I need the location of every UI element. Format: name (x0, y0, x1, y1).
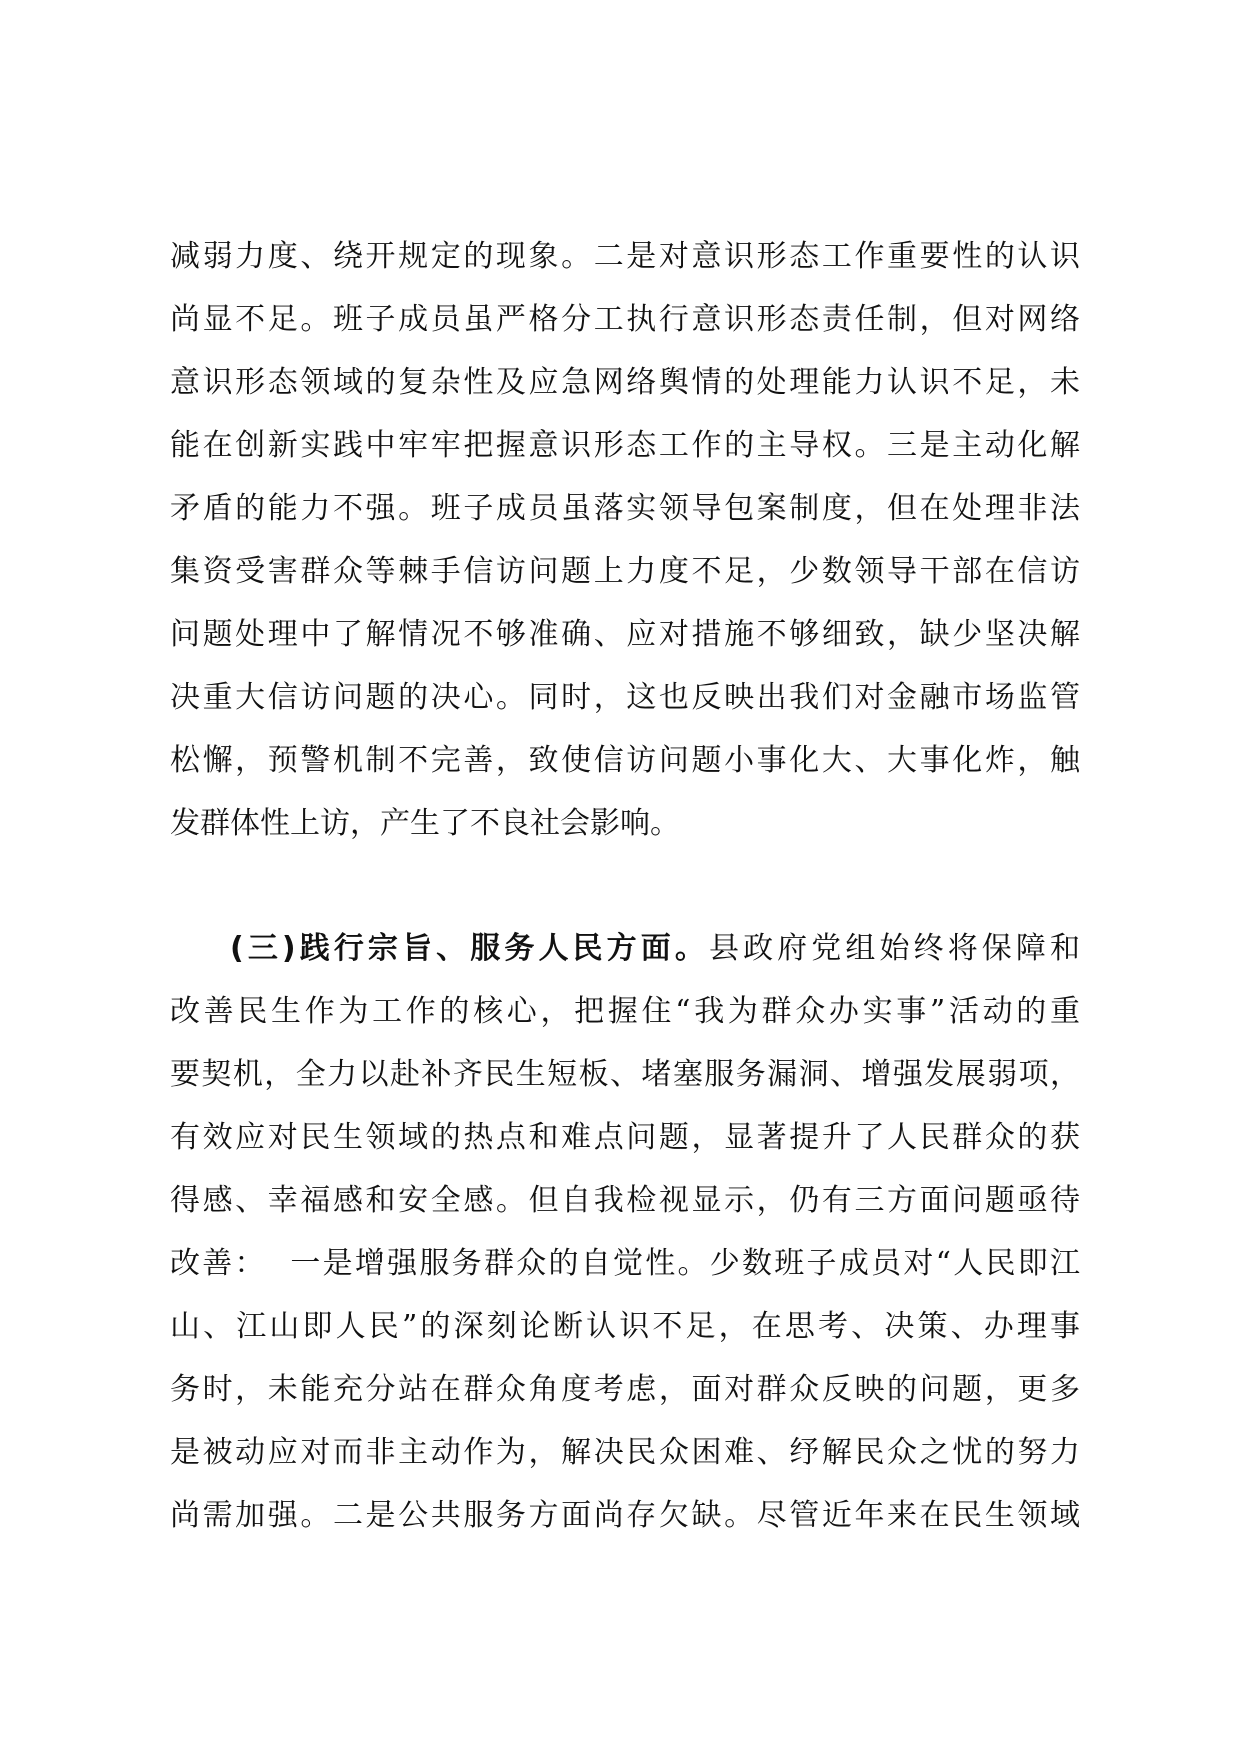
paragraph-1-line-10: 发群体性上访，产生了不良社会影响。 (170, 806, 680, 841)
paragraph-2-line-2: 改善民生作为工作的核心，把握住“我为群众办实事”活动的重 (170, 994, 1080, 1029)
paragraph-2-line-3: 要契机，全力以赴补齐民生短板、堵塞服务漏洞、增强发展弱项， (170, 1057, 1080, 1092)
paragraph-2-line-1-text: 县政府党组始终将保障和 (708, 931, 1080, 966)
paragraph-1-line-1: 减弱力度、绕开规定的现象。二是对意识形态工作重要性的认识 (170, 239, 1080, 274)
paragraph-2-line-4: 有效应对民生领域的热点和难点问题，显著提升了人民群众的获 (170, 1120, 1080, 1155)
paragraph-1-line-7: 问题处理中了解情况不够准确、应对措施不够细致，缺少坚决解 (170, 617, 1080, 652)
paragraph-2-line-6: 改善： 一是增强服务群众的自觉性。少数班子成员对“人民即江 (170, 1246, 1080, 1281)
paragraph-1-line-9: 松懈，预警机制不完善，致使信访问题小事化大、大事化炸，触 (170, 743, 1080, 778)
paragraph-1-line-3: 意识形态领域的复杂性及应急网络舆情的处理能力认识不足，未 (170, 365, 1080, 400)
paragraph-2-line-5: 得感、幸福感和安全感。但自我检视显示，仍有三方面问题亟待 (170, 1183, 1080, 1218)
paragraph-1-line-5: 矛盾的能力不强。班子成员虽落实领导包案制度，但在处理非法 (170, 491, 1080, 526)
paragraph-1-line-2: 尚显不足。班子成员虽严格分工执行意识形态责任制，但对网络 (170, 302, 1080, 337)
paragraph-2-line-1 (170, 917, 1080, 980)
paragraph-1-line-4: 能在创新实践中牢牢把握意识形态工作的主导权。三是主动化解 (170, 428, 1080, 463)
paragraph-2-line-7: 山、江山即人民”的深刻论断认识不足，在思考、决策、办理事 (170, 1309, 1080, 1344)
document-body (170, 225, 1080, 1547)
paragraph-2-line-8: 务时，未能充分站在群众角度考虑，面对群众反映的问题，更多 (170, 1372, 1080, 1407)
paragraph-spacer (170, 855, 1080, 917)
paragraph-1-line-6: 集资受害群众等棘手信访问题上力度不足，少数领导干部在信访 (170, 554, 1080, 589)
paragraph-2-line-10: 尚需加强。二是公共服务方面尚存欠缺。尽管近年来在民生领域 (170, 1498, 1080, 1533)
paragraph-2-line-9: 是被动应对而非主动作为，解决民众困难、纾解民众之忧的努力 (170, 1435, 1080, 1470)
section-heading: (三)践行宗旨、服务人民方面。 (230, 931, 709, 966)
paragraph-1-line-8: 决重大信访问题的决心。同时，这也反映出我们对金融市场监管 (170, 680, 1080, 715)
